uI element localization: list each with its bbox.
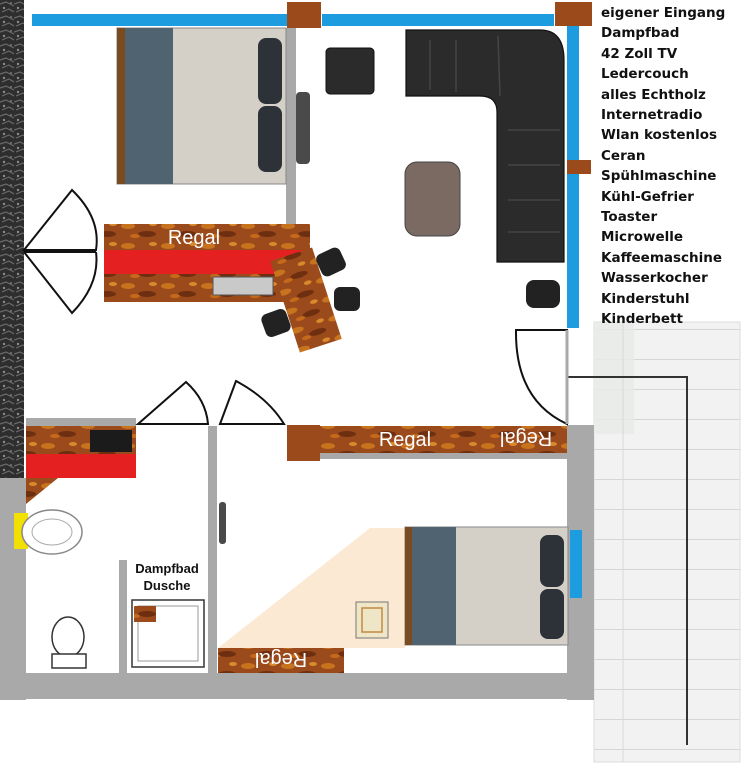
amenity-item: Kaffeemaschine [601, 249, 723, 266]
amenity-item: Ledercouch [601, 66, 689, 83]
amenity-item: Kinderbett [601, 311, 683, 328]
pillow-2 [258, 106, 282, 172]
amenity-item: Dampfbad [601, 25, 680, 42]
armchair [326, 48, 374, 94]
window-right-upper [567, 26, 579, 328]
amenity-item: Wlan kostenlos [601, 127, 718, 144]
dampfbad-label-1: Dampfbad [135, 561, 199, 576]
amenity-item: Spühlmaschine [601, 168, 717, 185]
amenity-item: Kinderstuhl [601, 290, 690, 307]
wall-hall-bottom [320, 453, 567, 459]
bedroom-tv [219, 502, 226, 544]
door-bedroom [220, 381, 284, 424]
washbasin [22, 510, 82, 554]
window-top-right [322, 14, 554, 26]
regal-label-hall-rotated: Regal [499, 427, 553, 449]
hall-regal [320, 426, 567, 453]
bed-bottom [405, 527, 568, 645]
coffee-table [405, 162, 460, 236]
wall-bath-right [208, 426, 217, 676]
amenity-item: Kühl-Gefrier [601, 188, 694, 205]
amenity-item: Ceran [601, 147, 646, 164]
kitchen-regal [104, 224, 310, 250]
amenity-item: eigener Eingang [601, 5, 726, 21]
amenity-item: Microwelle [601, 229, 684, 246]
amenity-item: Toaster [601, 209, 658, 226]
amenity-item: alles Echtholz [601, 86, 706, 103]
wall-bedroom1-right [286, 28, 296, 228]
outer-wall-left-lower [0, 478, 26, 700]
regal-label-hall: Regal [378, 429, 432, 451]
door-main-entrance [516, 330, 567, 424]
pouf [526, 280, 560, 308]
pillow-3 [540, 535, 564, 587]
toilet [52, 617, 86, 668]
regal-label-kitchen: Regal [167, 227, 221, 249]
bedroom-regal [218, 648, 344, 673]
outer-wall-left-stone [0, 0, 24, 478]
wall-hall-top [26, 418, 136, 426]
amenity-item: Wasserkocher [601, 270, 708, 287]
cooktop [90, 430, 132, 452]
wall-bath-divider [119, 560, 127, 676]
bed-top-left [117, 28, 286, 184]
bath-counter-red [26, 454, 136, 478]
pillar-top-right [555, 2, 592, 26]
amenity-item: 42 Zoll TV [601, 45, 678, 62]
window-top-left [32, 14, 287, 26]
pillar-right-mid [567, 160, 591, 174]
pillow-4 [540, 589, 564, 639]
pillow-1 [258, 38, 282, 104]
kitchen-sink [213, 277, 273, 295]
amenities-list [601, 3, 725, 330]
window-right-bedroom [570, 530, 582, 598]
pillar-top-mid [287, 2, 321, 28]
door-entry-left [24, 190, 97, 313]
steam-shower [132, 600, 204, 667]
chair-2 [334, 287, 360, 311]
bath-corner-shelf [26, 478, 58, 504]
outer-wall-bottom [0, 673, 594, 699]
nightstand [356, 602, 388, 638]
regal-label-bedroom: Regal [254, 648, 308, 670]
dampfbad-label-2: Dusche [143, 578, 191, 593]
pillar-hall [287, 425, 320, 461]
amenity-item: Internetradio [601, 107, 703, 124]
door-bath [138, 382, 208, 424]
tv-stand [296, 92, 310, 164]
